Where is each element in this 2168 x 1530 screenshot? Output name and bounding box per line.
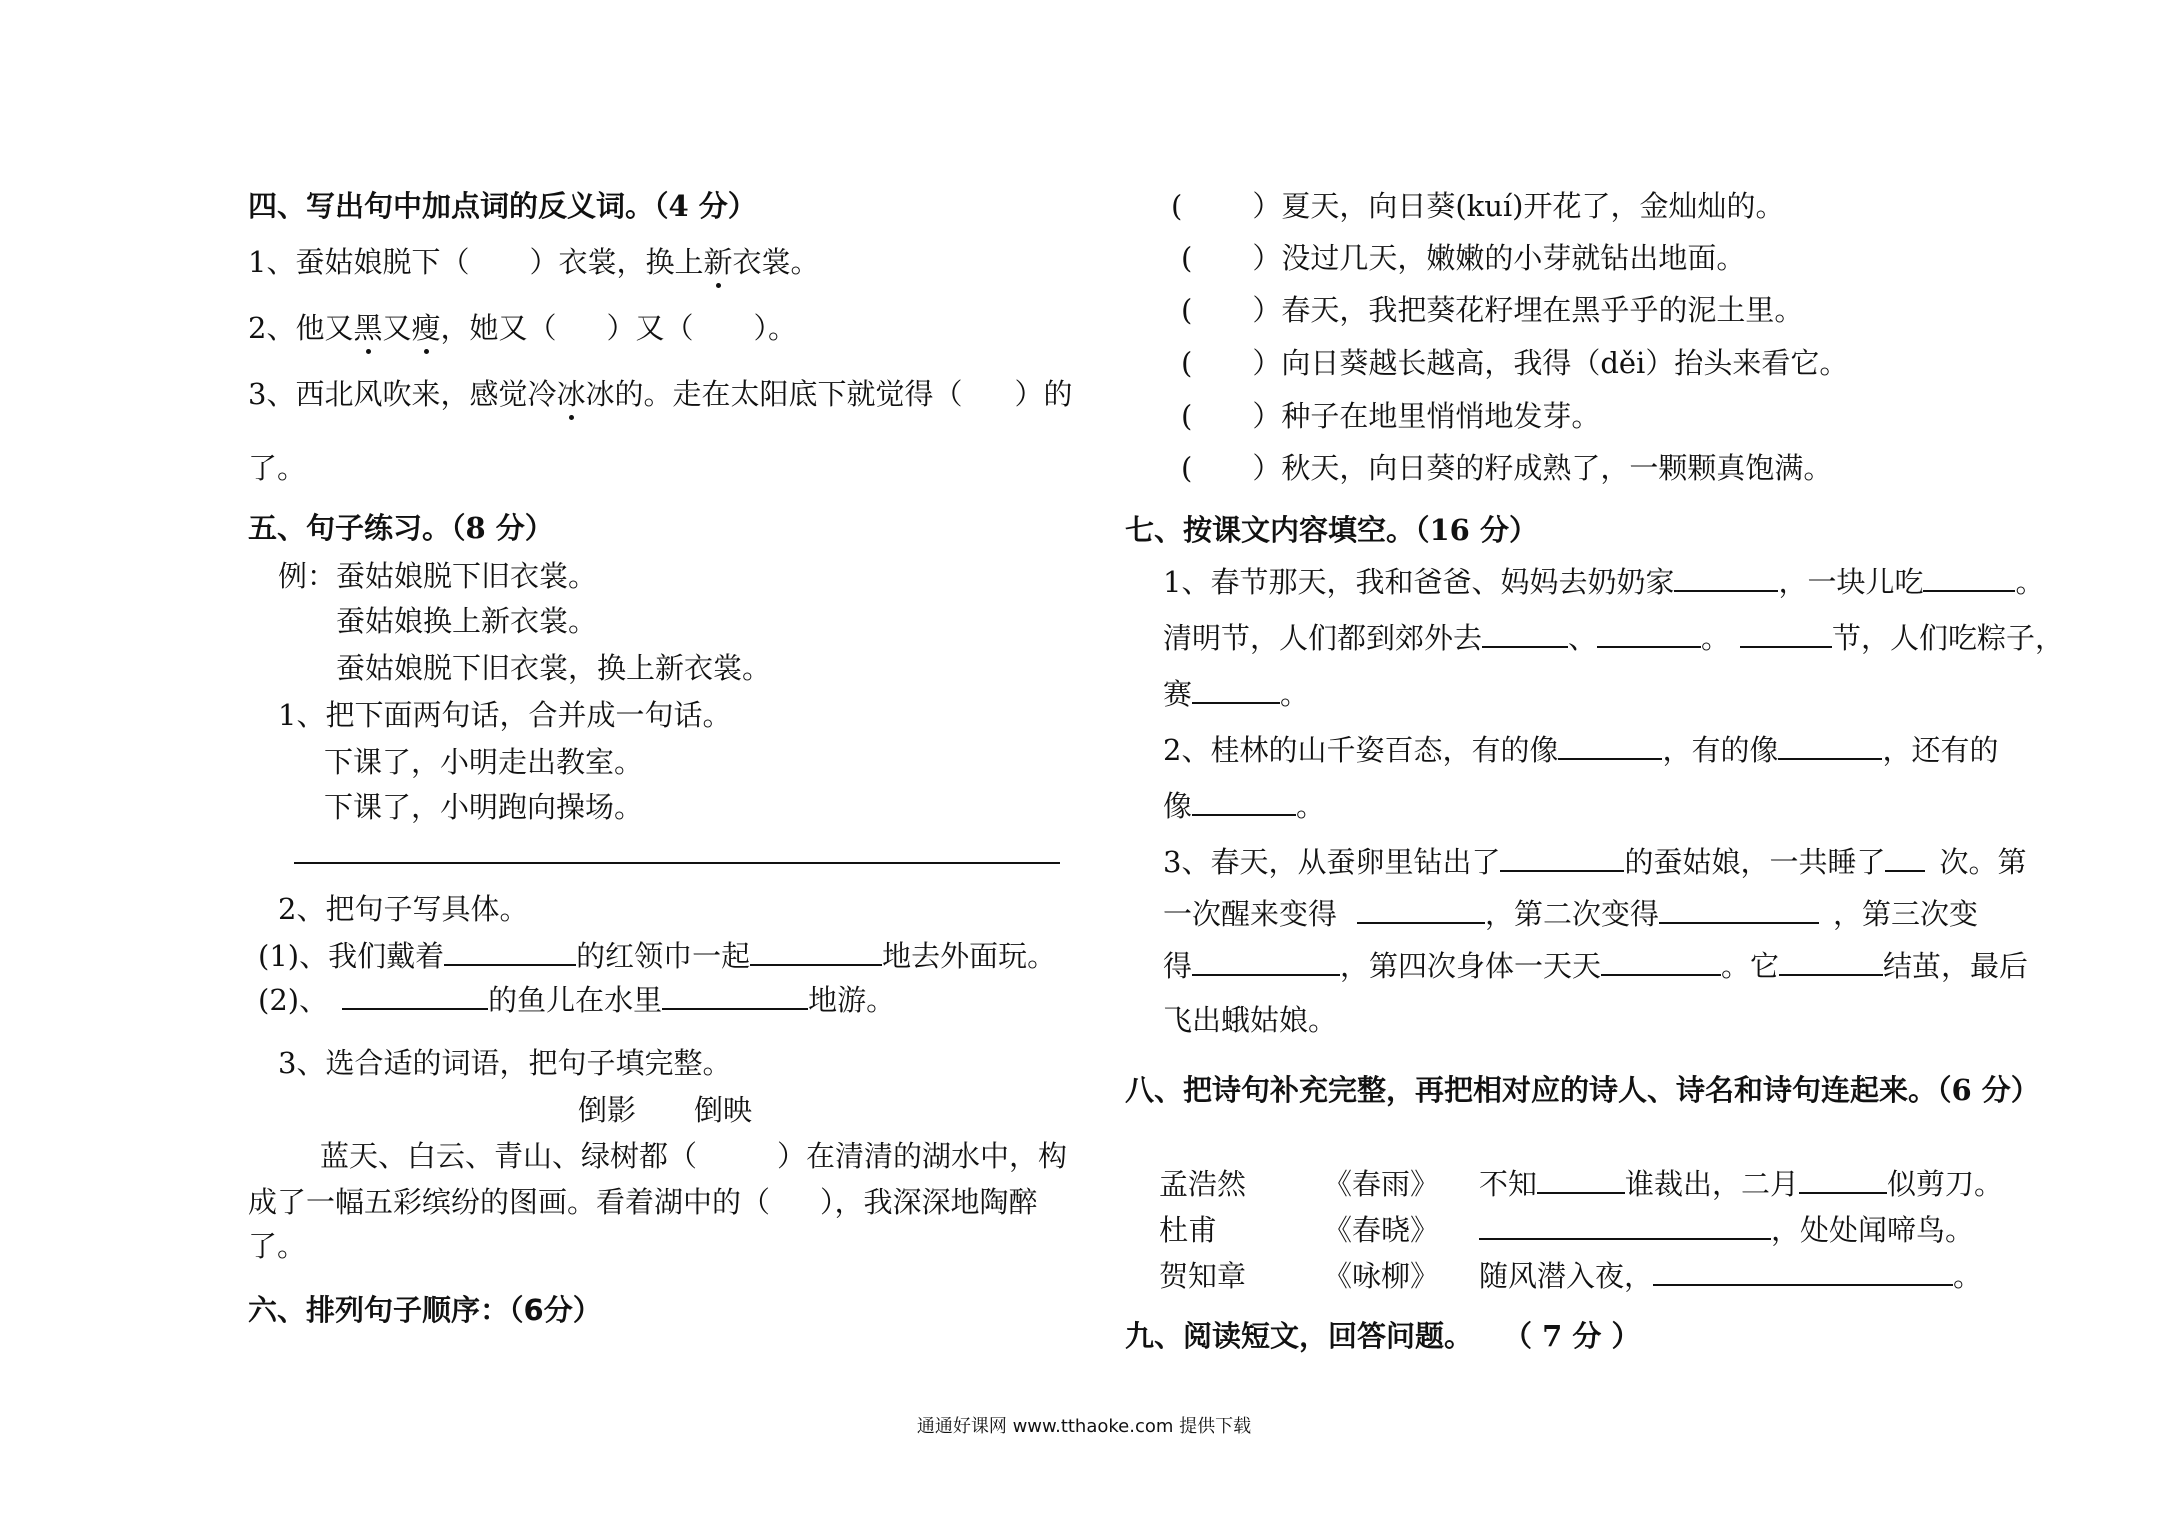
s6-item-4: ( ）向日葵越长越高，我得（děi）抬头来看它。 [1181, 346, 1849, 380]
poem-chunyu: 《春雨》 [1323, 1167, 1440, 1201]
poet-du-fu: 杜甫 [1159, 1213, 1218, 1247]
section-8-title: 八、把诗句补充完整，再把相对应的诗人、诗名和诗句连起来。（6 分） [1125, 1073, 2040, 1107]
poem-chunxiao: 《春晓》 [1323, 1213, 1440, 1247]
s5-q3-para-2: 成了一幅五彩缤纷的图画。看着湖中的（ ），我深深地陶醉 [248, 1185, 1038, 1219]
s5-q1-sentence-2: 下课了，小明跑向操场。 [324, 790, 644, 824]
answer-blank [750, 938, 882, 966]
poem-line-1: 不知 谁裁出，二月 似剪刀。 [1479, 1167, 2004, 1201]
answer-blank [1597, 620, 1701, 648]
answer-blank [1778, 732, 1882, 760]
s7-line-4: 2、桂林的山千姿百态，有的像 ，有的像 ，还有的 [1163, 733, 1999, 767]
s7-line-2: 清明节，人们都到郊外去 、 。 节，人们吃粽子， [1163, 621, 2065, 655]
s5-q2-item-1: (1)、我们戴着 的红领巾一起 地去外面玩。 [258, 939, 1057, 973]
s7-line-6: 3、春天，从蚕卵里钻出了 的蚕姑娘，一共睡了 次。第 [1163, 845, 2027, 879]
s5-q3-prompt: 3、选合适的词语，把句子填完整。 [278, 1046, 732, 1080]
answer-blank [1357, 896, 1485, 924]
s5-example-2: 蚕姑娘换上新衣裳。 [336, 604, 598, 638]
footer-credit: 通通好课网 www.tthaoke.com 提供下载 [916, 1416, 1252, 1437]
s7-line-5: 像 。 [1163, 789, 1326, 823]
s4-question-1: 1、蚕姑娘脱下（ ）衣裳，换上新衣裳。 [248, 245, 820, 279]
section-6-title: 六、排列句子顺序：（6分） [248, 1293, 602, 1327]
s5-q2-item-2: (2)、 的鱼儿在水里 地游。 [258, 983, 896, 1017]
dotted-word: 冷冰冰 [527, 377, 615, 411]
answer-blank [1482, 620, 1568, 648]
section-9-title: 九、阅读短文，回答问题。 （ 7 分 ） [1125, 1319, 1641, 1353]
s4-question-3: 3、西北风吹来，感觉冷冰冰的。走在太阳底下就觉得（ ）的 [248, 377, 1073, 411]
answer-blank [1653, 1258, 1953, 1286]
s7-line-7: 一次醒来变得 ，第二次变得 ，第三次变 [1163, 897, 1979, 931]
s7-line-9: 飞出蛾姑娘。 [1163, 1003, 1338, 1037]
answer-blank [1885, 844, 1925, 872]
s6-item-3: ( ）春天，我把葵花籽埋在黑乎乎的泥土里。 [1181, 293, 1804, 327]
s6-item-2: ( ）没过几天，嫩嫩的小芽就钻出地面。 [1181, 241, 1746, 275]
answer-blank [1192, 676, 1280, 704]
answer-blank [1192, 948, 1340, 976]
answer-blank [1537, 1166, 1625, 1194]
s6-item-1: ( ）夏天，向日葵(kuí)开花了，金灿灿的。 [1171, 189, 1785, 223]
poem-yongliu: 《咏柳》 [1323, 1259, 1440, 1293]
s5-q3-para-3: 了。 [248, 1229, 307, 1263]
s5-example-3: 蚕姑娘脱下旧衣裳，换上新衣裳。 [336, 651, 772, 685]
dotted-word: 瘦 [411, 311, 441, 345]
answer-blank [342, 982, 488, 1010]
s5-example-1: 例：蚕姑娘脱下旧衣裳。 [278, 559, 598, 593]
answer-blank [1500, 844, 1624, 872]
s7-line-1: 1、春节那天，我和爸爸、妈妈去奶奶家 ，一块儿吃 。 [1163, 565, 2045, 599]
section-5-title: 五、句子练习。（8 分） [248, 511, 554, 545]
answer-blank [1659, 896, 1819, 924]
answer-blank [1558, 732, 1662, 760]
answer-blank [1601, 948, 1721, 976]
s6-item-5: ( ）种子在地里悄悄地发芽。 [1181, 399, 1601, 433]
dotted-word: 新 [703, 245, 733, 279]
poem-line-3: 随风潜入夜， 。 [1479, 1259, 1983, 1293]
s6-item-6: ( ）秋天，向日葵的籽成熟了，一颗颗真饱满。 [1181, 451, 1833, 485]
section-7-title: 七、按课文内容填空。（16 分） [1125, 513, 1538, 547]
s5-q1-sentence-1: 下课了，小明走出教室。 [324, 745, 644, 779]
s5-q3-words: 倒影 倒映 [578, 1093, 753, 1127]
poet-he-zhizhang: 贺知章 [1159, 1259, 1247, 1293]
answer-blank [1479, 1212, 1771, 1240]
s7-line-3: 赛 。 [1163, 677, 1310, 711]
answer-blank [1779, 948, 1883, 976]
section-4-title: 四、写出句中加点词的反义词。（4 分） [248, 189, 757, 223]
answer-blank [1923, 564, 2015, 592]
answer-blank [1799, 1166, 1887, 1194]
s4-question-2: 2、他又黑又瘦，她又（ ）又（ ）。 [248, 311, 798, 345]
dotted-word: 黑 [353, 311, 383, 345]
answer-blank [1674, 564, 1778, 592]
s5-q1-prompt: 1、把下面两句话，合并成一句话。 [278, 698, 732, 732]
answer-blank [662, 982, 808, 1010]
poem-line-2: ，处处闻啼鸟。 [1479, 1212, 1974, 1248]
answer-line [294, 862, 1060, 864]
s5-q2-prompt: 2、把句子写具体。 [278, 892, 529, 926]
s7-line-8: 得 ，第四次身体一天天 。它 结茧，最后 [1163, 949, 2029, 983]
answer-blank [1740, 620, 1832, 648]
s5-q3-para-1: 蓝天、白云、青山、绿树都（ ）在清清的湖水中，构 [320, 1139, 1068, 1173]
answer-blank [444, 938, 576, 966]
poet-meng-haoran: 孟浩然 [1159, 1167, 1247, 1201]
answer-blank [1192, 788, 1296, 816]
s4-question-3-cont: 了。 [248, 451, 307, 485]
